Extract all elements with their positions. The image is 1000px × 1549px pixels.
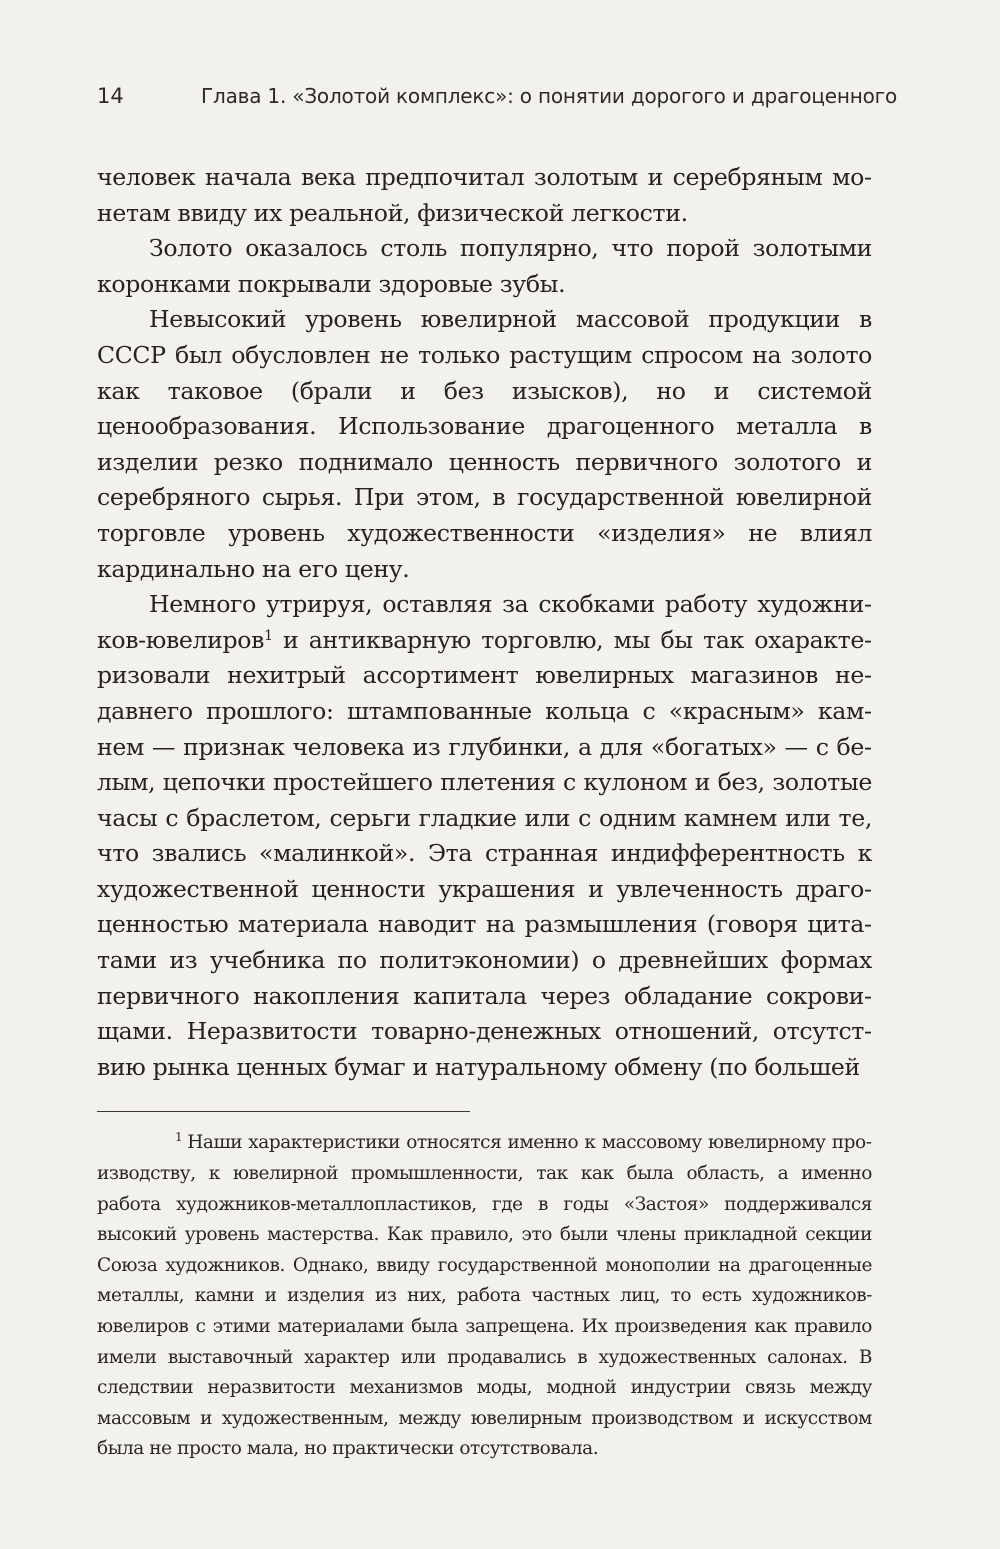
- footnote-number: 1: [175, 1130, 183, 1145]
- page-number: 14: [97, 84, 124, 108]
- paragraph: Невысокий уровень ювелирной массовой продукции в СССР был обусловлен не только растущим спросом на золото как таковое (брали и без изысков), но и системой ценообразования. Использование драгоценного металла в изделии резко поднимало ценность первичного золотого и серебряного сырья. При этом, в государственной ювелирной торговле уровень художественности «изделия» не влиял кардинально на его цену.: [97, 305, 872, 583]
- paragraph-text: Немного утрируя, оставляя за скобками работу художников-ювелиров: [97, 590, 872, 654]
- main-text: [97, 160, 872, 1085]
- footnote-separator: [97, 1111, 470, 1112]
- paragraph: [97, 587, 872, 1085]
- footnote-reference[interactable]: 1: [264, 627, 273, 644]
- running-title: Глава 1. «Золотой комплекс»: о понятии дорогого и драгоценного: [201, 84, 897, 108]
- running-header: [97, 84, 897, 120]
- footnote-text: Наши характеристики относятся именно к массовому ювелирному производству, к ювелирной промышленности, так как была область, а именно работа художников-металлопластиков, где в годы «Застоя» поддерживался высокий уровень мастерства. Как правило, это были члены прикладной секции Союза художников. Однако, ввиду государственной монополии на драгоценные металлы, камни и изделия из них, работа частных лиц, то есть художников-ювелиров с этими материалами была запрещена. Их произведения как правило имели выставочный характер или продавались в художественных салонах. В следствии неразвитости механизмов моды, модной индустрии связь между массовым и художественным, между ювелирным производством и искусством была не просто мала, но практически отсутствовала.: [97, 1132, 872, 1460]
- paragraph: человек начала века предпочитал золотым и серебряным монетам ввиду их реальной, физической легкости.: [97, 163, 872, 227]
- paragraph: Золото оказалось столь популярно, что порой золотыми коронками покрывали здоровые зубы.: [97, 234, 872, 298]
- book-page: [97, 84, 897, 1465]
- paragraph-text: и антикварную торговлю, мы бы так охарактеризовали нехитрый ассортимент ювелирных магазинов недавнего прошлого: штампованные кольца с «красным» камнем — признак человека из глубинки, а для «богатых» — с белым, цепочки простейшего плетения с кулоном и без, золотые часы с браслетом, серьги гладкие или с одним камнем или те, что звались «малинкой». Эта странная индифферентность к художественной ценности украшения и увлеченность драгоценностью материала наводит на размышления (говоря цитатами из учебника по политэкономии) о древнейших формах первичного накопления капитала через обладание сокровищами. Неразвитости товарно-денежных отношений, отсутствию рынка ценных бумаг и натуральному обмену (по большей: [97, 625, 872, 1081]
- footnotes: [97, 1128, 872, 1465]
- footnote: [97, 1128, 872, 1465]
